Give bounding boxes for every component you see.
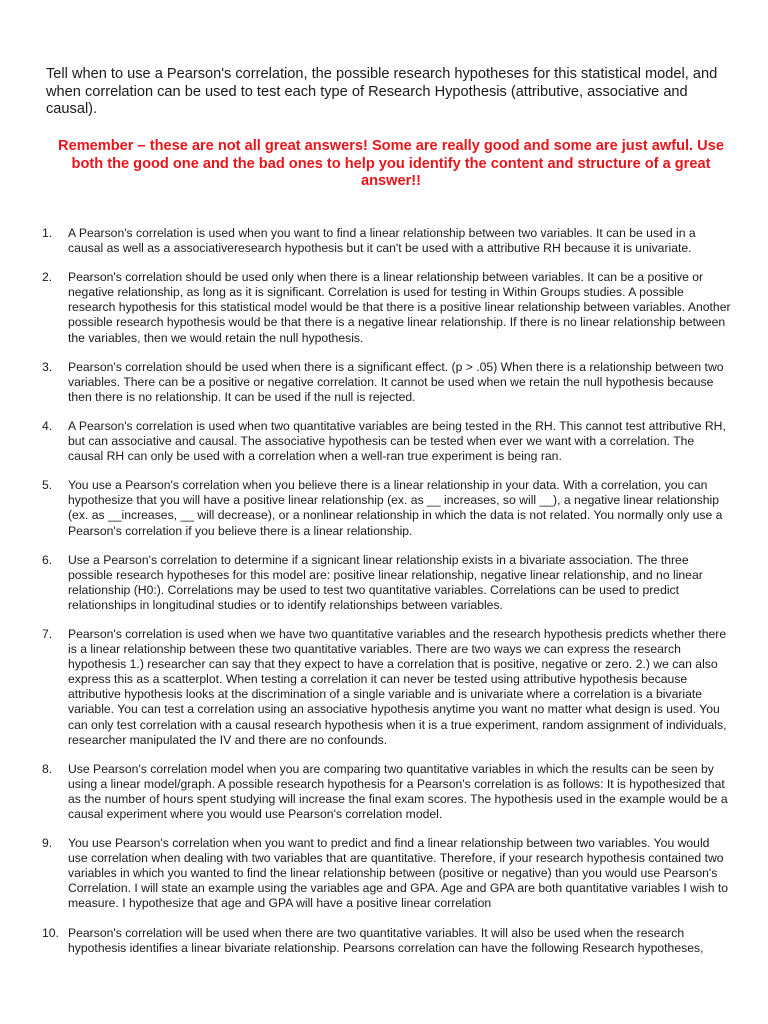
answer-number: 2. xyxy=(42,270,53,285)
answer-text: Pearson's correlation is used when we have two quantitative variables and the research hypothesis predicts whether there is a linear relationship between these two quantitative variables. There are two ways we can express the research hypothesis 1.) researcher can say that they expect to have a correlation that is positive, negative or zero. 2.) we can also express this as a scatterplot. When testing a correlation it can never be tested using attributive hypothesis because attributive hypothesis looks at the discrimination of a single variable and is univariate where a correlation is a bivariate variable. You can test a correlation using an associative hypothesis anytime you want no matter what design is used. You can only test correlation with a causal research hypothesis when it is a true experiment, random assignment of individuals, researcher manipulated the IV and there are no confounds. xyxy=(68,626,727,747)
answer-item xyxy=(42,762,732,822)
answer-text: Pearson's correlation should be used when there is a significant effect. (p > .05) When there is a relationship between two variables. There can be a positive or negative correlation. It cannot be used when we retain the null hypothesis because then there is no relationship. It can be used if the null is rejected. xyxy=(68,359,724,404)
answer-item xyxy=(42,478,732,538)
answer-number: 8. xyxy=(42,761,53,776)
answer-text: Use a Pearson's correlation to determine if a signicant linear relationship exists in a bivariate association. The three possible research hypotheses for this model are: positive linear relationship, negative linear relationship, and no linear relationship (H0:). Correlations may be used to test two quantitative variables. Correlations can be used to predict relationships in longitudinal studies or to identify relationships between variables. xyxy=(68,552,703,612)
answer-list xyxy=(42,226,732,970)
assignment-prompt: Tell when to use a Pearson's correlation, the possible research hypotheses for this statistical model, and when correlation can be used to test each type of Research Hypothesis (attributive, associative and causal). xyxy=(46,66,718,117)
answer-item xyxy=(42,270,732,345)
answer-text: Pearson's correlation should be used only when there is a linear relationship between variables. It can be a positive or negative relationship, as long as it is significant. Correlation is used for testing in Within Groups studies. A possible research hypothesis for this statistical model would be that there is a positive linear relationship between variables. Another possible research hypothesis would be that there is a negative linear relationship. If there is no linear relationship between the variables, then we would retain the null hypothesis. xyxy=(68,270,731,345)
answer-text: Use Pearson's correlation model when you are comparing two quantitative variables in which the results can be seen by using a linear model/graph. A possible research hypothesis for a Pearson's correlation is as follows: It is hypothesized that as the number of hours spent studying will increase the final exam scores. The hypothesis used in the example would be a causal experiment where you would use Pearson's correlation model. xyxy=(68,761,728,821)
reminder-note: Remember – these are not all great answers! Some are really good and some are just awful. Use both the good one and the bad ones to help you identify the content and structure of a great answer!! xyxy=(58,138,724,189)
answer-text: A Pearson's correlation is used when two quantitative variables are being tested in the RH. This cannot test attributive RH, but can associative and causal. The associative hypothesis can be tested when ever we want with a correlation. The causal RH can only be used with a correlation when a well-ran true experiment is being ran. xyxy=(68,418,726,464)
answer-number: 3. xyxy=(42,359,53,374)
answer-number: 7. xyxy=(42,626,53,641)
answer-item xyxy=(42,627,732,748)
answer-number: 5. xyxy=(42,478,53,493)
answer-item xyxy=(42,419,732,464)
answer-item xyxy=(42,836,732,911)
answer-number: 9. xyxy=(42,836,53,851)
answer-item xyxy=(42,226,732,256)
answer-item xyxy=(42,553,732,613)
answer-number: 10. xyxy=(42,925,59,940)
answer-number: 6. xyxy=(42,552,53,567)
answer-number: 1. xyxy=(42,226,53,240)
answer-text: A Pearson's correlation is used when you want to find a linear relationship between two variables. It can be used in a causal as well as a associativeresearch hypothesis but it can't be used with a attributive RH because it is univariate. xyxy=(68,226,696,256)
answer-number: 4. xyxy=(42,418,53,433)
answer-item xyxy=(42,360,732,405)
answer-text: You use Pearson's correlation when you want to predict and find a linear relationship between two variables. You would use correlation when dealing with two variables that are quantitative. Therefore, if your research hypothesis contained two variables in which you wanted to find the linear relationship between (positive or negative) than you would use Pearson's Correlation. I will state an example using the variables age and GPA. Age and GPA are both quantitative variables I wish to measure. I hypothesize that age and GPA will have a positive linear correlation xyxy=(68,836,729,911)
answer-text: Pearson's correlation will be used when there are two quantitative variables. It will also be used when the research hypothesis identifies a linear bivariate relationship. Pearsons correlation can have the following Research hypotheses, xyxy=(68,925,704,955)
answer-text: You use a Pearson's correlation when you believe there is a linear relationship in your data. With a correlation, you can hypothesize that you will have a positive linear relationship (ex. as __ increases, so will __), a negative linear relationship (ex. as __increases, __ will decrease), or a nonlinear relationship in which the data is not related. You normally only use a Pearson's correlation if you believe there is a linear relationship. xyxy=(68,478,723,538)
answer-item xyxy=(42,926,732,956)
